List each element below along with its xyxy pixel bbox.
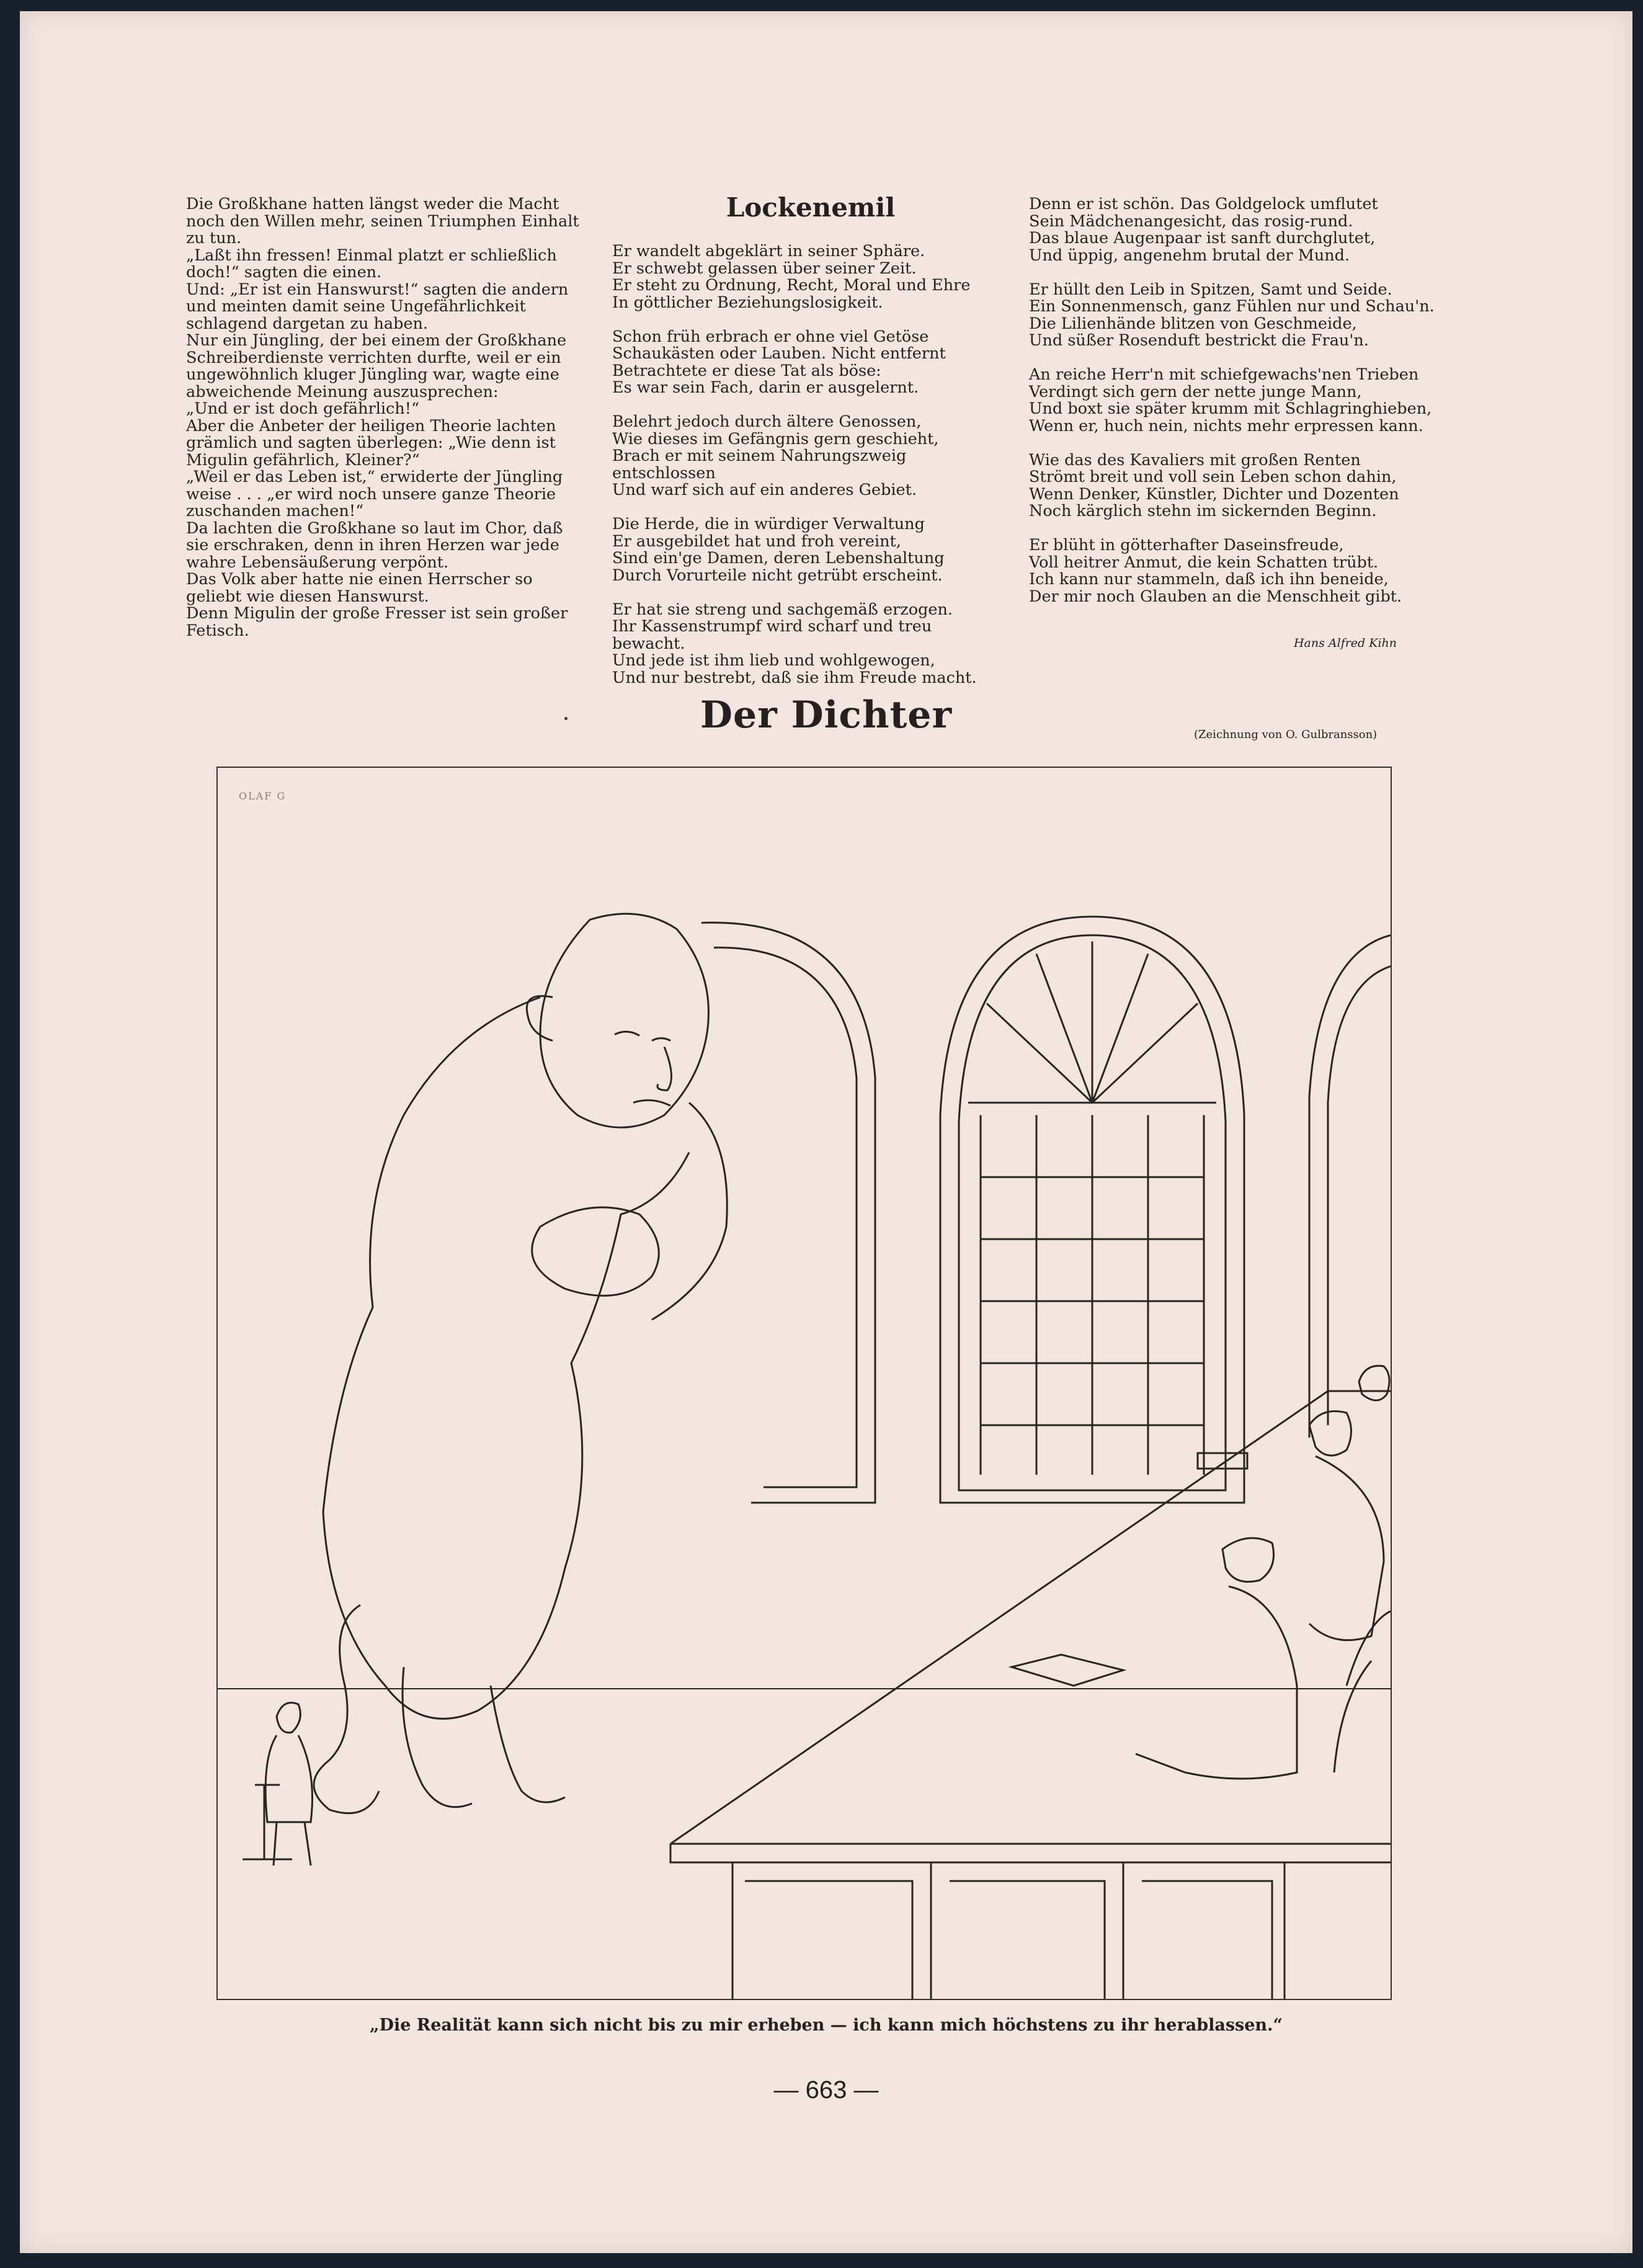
document-on-table bbox=[1012, 1655, 1123, 1686]
window-right bbox=[1309, 935, 1391, 1438]
cartoon-illustration bbox=[216, 767, 1392, 2000]
poem-stanzas-left: Er wandelt abgeklärt in seiner Sphäre. Er schwebt gelassen über seiner Zeit. Er steht zu Ordnung, Recht, Moral und Ehre In göttlicher Beziehungslosigkeit. Schon früh erbrach er ohne viel Getöse Schaukästen oder Lauben. Nicht entfernt Betrachtete er diese Tat als böse: Es war sein Fach, darin er ausgelernt. Belehrt jedoch durch ältere Genossen, Wie dieses im Gefängnis gern geschieht, Brach er mit seinem Nahrungszweig entschlossen Und warf sich auf ein anderes Gebiet. Die Herde, die in würdiger Verwaltung Er ausgebildet hat und froh vereint, Sind ein'ge Damen, deren Lebenshaltung Durch Vorurteile nicht getrübt erscheint. Er hat sie streng und sachgemäß erzogen. Ihr Kassenstrumpf wird scharf und treu bewacht. Und jede ist ihm lieb und wohlgewogen, Und nur bestrebt, daß sie ihm Freude macht. bbox=[612, 242, 977, 687]
poet-figure bbox=[314, 914, 727, 1813]
story-column: Die Großkhane hatten längst weder die Macht noch den Willen mehr, seinen Triumphen Einhalt zu tun. „Laßt ihn fressen! Einmal platzt er schließlich doch!“ sagten die einen. Und: „Er ist ein Hanswurst!“ sagten die andern und meinten damit seine Ungefährlichkeit schlagend dargetan zu haben. Nur ein Jüngling, der bei einem der Großkhane Schreiberdienste verrichten durfte, weil er ein ungewöhnlich kluger Jüngling war, wagte eine abweichende Meinung auszusprechen: „Und er ist doch gefährlich!“ Aber die Anbeter der heiligen Theorie lachten grämlich und sagten überlegen: „Wie denn ist Migulin gefährlich, Kleiner?“ „Weil er das Leben ist,“ erwiderte der Jüngling weise . . . „er wird noch unsere ganze Theorie zuschanden machen!“ Da lachten die Großkhane so laut im Chor, daß sie erschraken, denn in ihren Herzen war jede wahre Lebensäußerung verpönt. Das Volk aber hatte nie einen Herrscher so geliebt wie diesen Hanswurst. Denn Migulin der große Fresser ist sein großer Fetisch. bbox=[186, 195, 579, 640]
ink-speck bbox=[564, 717, 568, 720]
page-number: — 663 — bbox=[773, 2076, 879, 2104]
poem-title: Lockenemil bbox=[726, 192, 896, 223]
magazine-page bbox=[20, 11, 1632, 2253]
cartoon-caption: „Die Realität kann sich nicht bis zu mir erheben — ich kann mich höchstens zu ihr herablassen.“ bbox=[370, 2016, 1283, 2035]
poem-author: Hans Alfred Kihn bbox=[1293, 636, 1397, 650]
judges-table bbox=[670, 1391, 1391, 1999]
pump-figure bbox=[243, 1703, 313, 1866]
cartoon-headline: Der Dichter bbox=[700, 693, 953, 737]
papers-on-table bbox=[1198, 1453, 1247, 1469]
cartoon-drawing bbox=[218, 768, 1391, 1999]
poem-stanzas-right: Denn er ist schön. Das Goldgelock umflutet Sein Mädchenangesicht, das rosig-rund. Das blaue Augenpaar ist sanft durchglutet, Und üppig, angenehm brutal der Mund. Er hüllt den Leib in Spitzen, Samt und Seide. Ein Sonnenmensch, ganz Fühlen nur und Schau'n. Die Lilienhände blitzen von Geschmeide, Und süßer Rosenduft bestrickt die Frau'n. An reiche Herr'n mit schiefgewachs'nen Trieben Verdingt sich gern der nette junge Mann, Und boxt sie später krumm mit Schlagringhieben, Wenn er, huch nein, nichts mehr erpressen kann. Wie das des Kavaliers mit großen Renten Strömt breit und voll sein Leben schon dahin, Wenn Denker, Künstler, Dichter und Dozenten Noch kärglich stehn im sickernden Beginn. Er blüht in götterhafter Daseinsfreude, Voll heitrer Anmut, die kein Schatten trübt. Ich kann nur stammeln, daß ich ihn beneide, Der mir noch Glauben an die Menschheit gibt. bbox=[1029, 195, 1435, 606]
artist-signature: OLAF G bbox=[239, 790, 287, 802]
judge-figures bbox=[1136, 1366, 1391, 1779]
window-middle bbox=[940, 917, 1244, 1503]
drawing-credit: (Zeichnung von O. Gulbransson) bbox=[1194, 728, 1378, 741]
